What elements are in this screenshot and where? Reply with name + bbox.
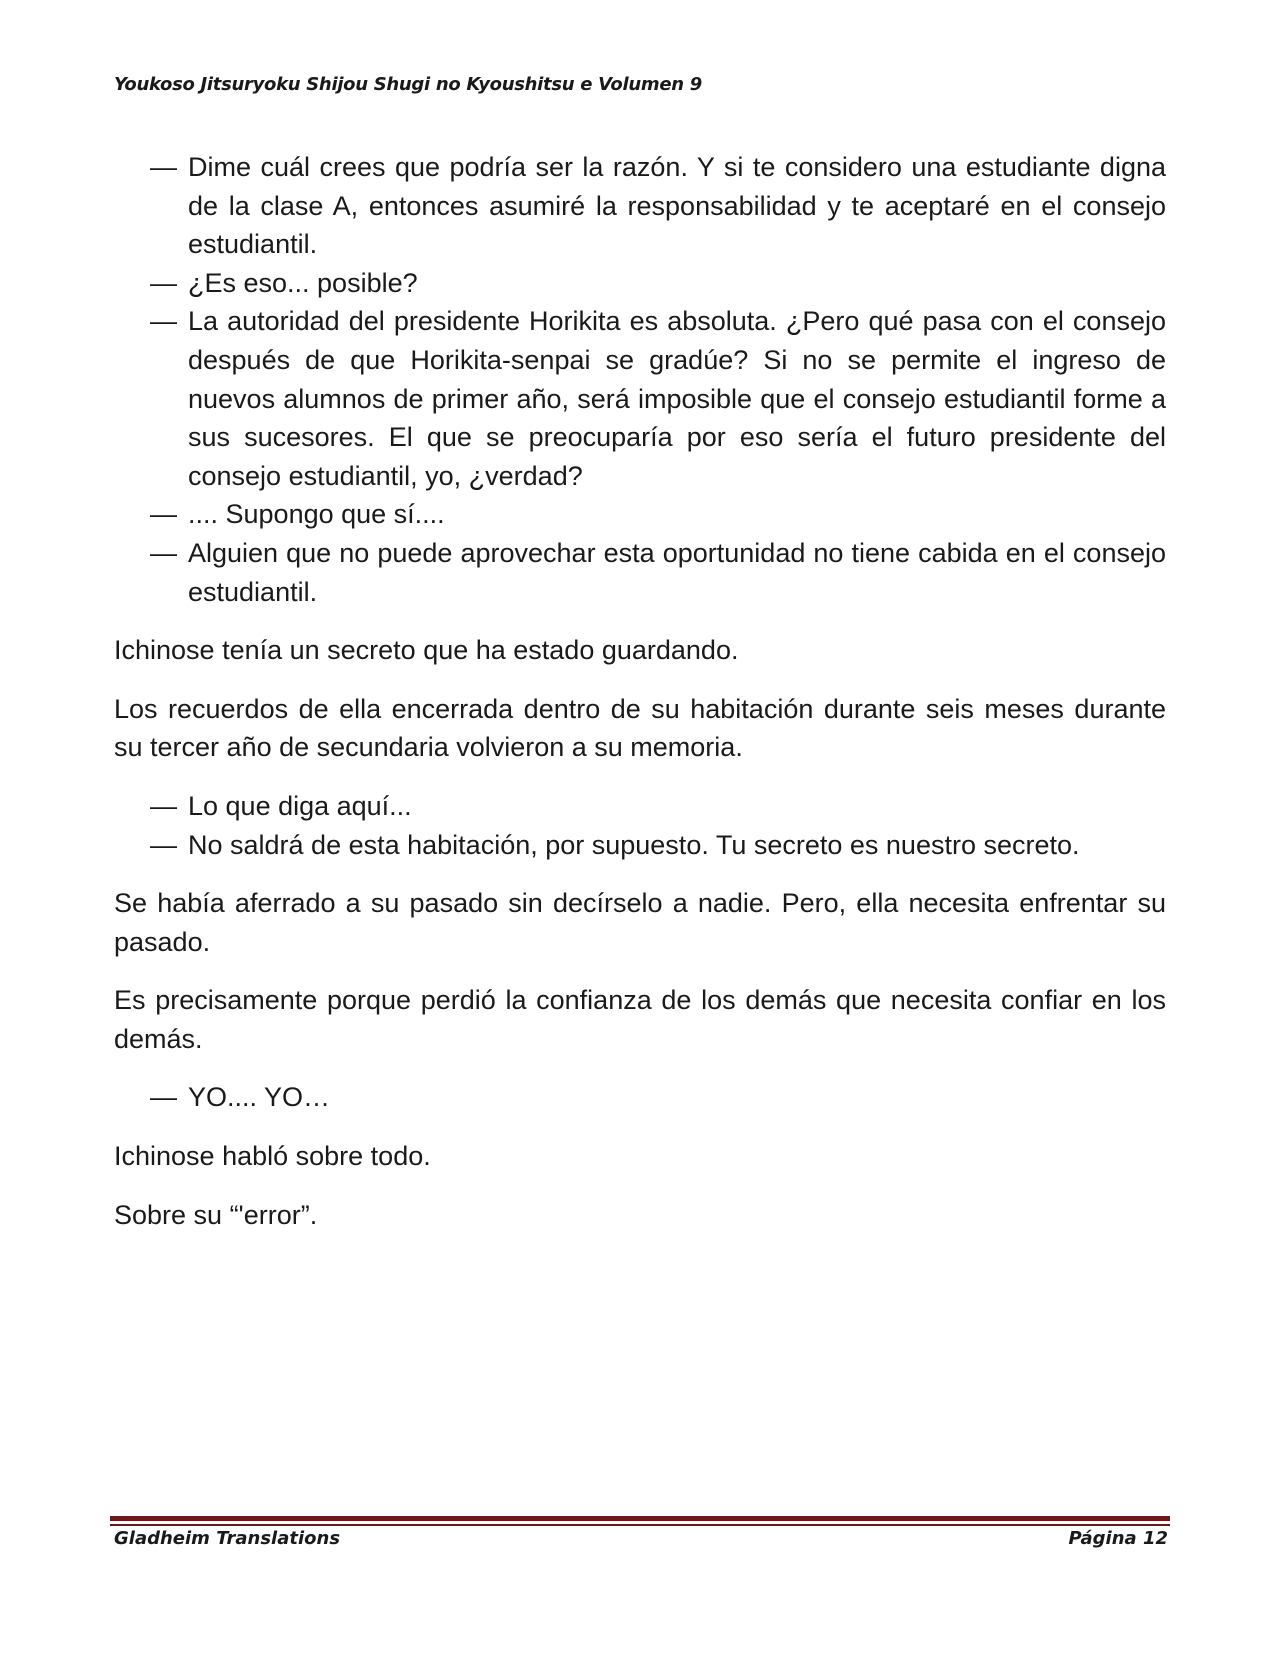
page-body bbox=[114, 148, 1166, 1234]
narration-paragraph: Se había aferrado a su pasado sin decírselo a nadie. Pero, ella necesita enfrentar su pasado. bbox=[114, 888, 1166, 957]
dialog-line bbox=[114, 826, 1166, 865]
dialog-text: YO.... YO… bbox=[188, 1082, 331, 1113]
dialog-dash: — bbox=[150, 306, 177, 337]
dialog-text: Dime cuál crees que podría ser la razón. Y si te considero una estudiante digna de la clase A, entonces asumiré la responsabilidad y te aceptaré en el consejo estudiantil. bbox=[188, 152, 1166, 260]
dialog-line bbox=[114, 495, 1166, 534]
dialog-line bbox=[114, 264, 1166, 303]
dialog-line bbox=[114, 787, 1166, 826]
narration-paragraph: Es precisamente porque perdió la confianza de los demás que necesita confiar en los demás. bbox=[114, 985, 1166, 1054]
footer-page-number: Página 12 bbox=[1068, 1528, 1168, 1549]
dialog-dash: — bbox=[150, 1082, 177, 1113]
footer-divider-thin bbox=[110, 1524, 1170, 1526]
footer-divider bbox=[110, 1516, 1170, 1521]
dialog-line bbox=[114, 534, 1166, 611]
dialog-text: .... Supongo que sí.... bbox=[188, 499, 445, 530]
dialog-text: La autoridad del presidente Horikita es absoluta. ¿Pero qué pasa con el consejo después de que Horikita-senpai se gradúe? Si no se permite el ingreso de nuevos alumnos de primer año, será imposible que el consejo estudiantil forme a sus sucesores. El que se preocuparía por eso sería el futuro presidente del consejo estudiantil, yo, ¿verdad? bbox=[188, 306, 1166, 491]
dialog-line bbox=[114, 148, 1166, 264]
dialog-dash: — bbox=[150, 829, 177, 860]
dialog-dash: — bbox=[150, 537, 177, 568]
dialog-block bbox=[114, 787, 1166, 864]
footer-translator-credit: Gladheim Translations bbox=[114, 1528, 341, 1549]
narration-paragraph: Los recuerdos de ella encerrada dentro de su habitación durante seis meses durante su tercer año de secundaria volvieron a su memoria. bbox=[114, 693, 1166, 763]
dialog-text: ¿Es eso... posible? bbox=[188, 267, 418, 298]
page-header-title: Youkoso Jitsuryoku Shijou Shugi no Kyoushitsu e Volumen 9 bbox=[114, 74, 702, 95]
narration-paragraph: Ichinose habló sobre todo. bbox=[114, 1141, 431, 1172]
narration-paragraph: Sobre su “'error”. bbox=[114, 1199, 318, 1230]
dialog-text: No saldrá de esta habitación, por supuesto. Tu secreto es nuestro secreto. bbox=[188, 829, 1080, 860]
dialog-dash: — bbox=[150, 152, 177, 182]
dialog-block bbox=[114, 148, 1166, 611]
dialog-dash: — bbox=[150, 267, 177, 298]
dialog-dash: — bbox=[150, 499, 177, 530]
narration-paragraph: Ichinose tenía un secreto que ha estado guardando. bbox=[114, 635, 739, 666]
dialog-line bbox=[114, 1078, 1166, 1117]
dialog-dash: — bbox=[150, 790, 177, 821]
dialog-text: Alguien que no puede aprovechar esta oportunidad no tiene cabida en el consejo estudiantil. bbox=[188, 537, 1166, 607]
dialog-line bbox=[114, 302, 1166, 495]
dialog-block bbox=[114, 1078, 1166, 1117]
dialog-text: Lo que diga aquí... bbox=[188, 790, 412, 821]
